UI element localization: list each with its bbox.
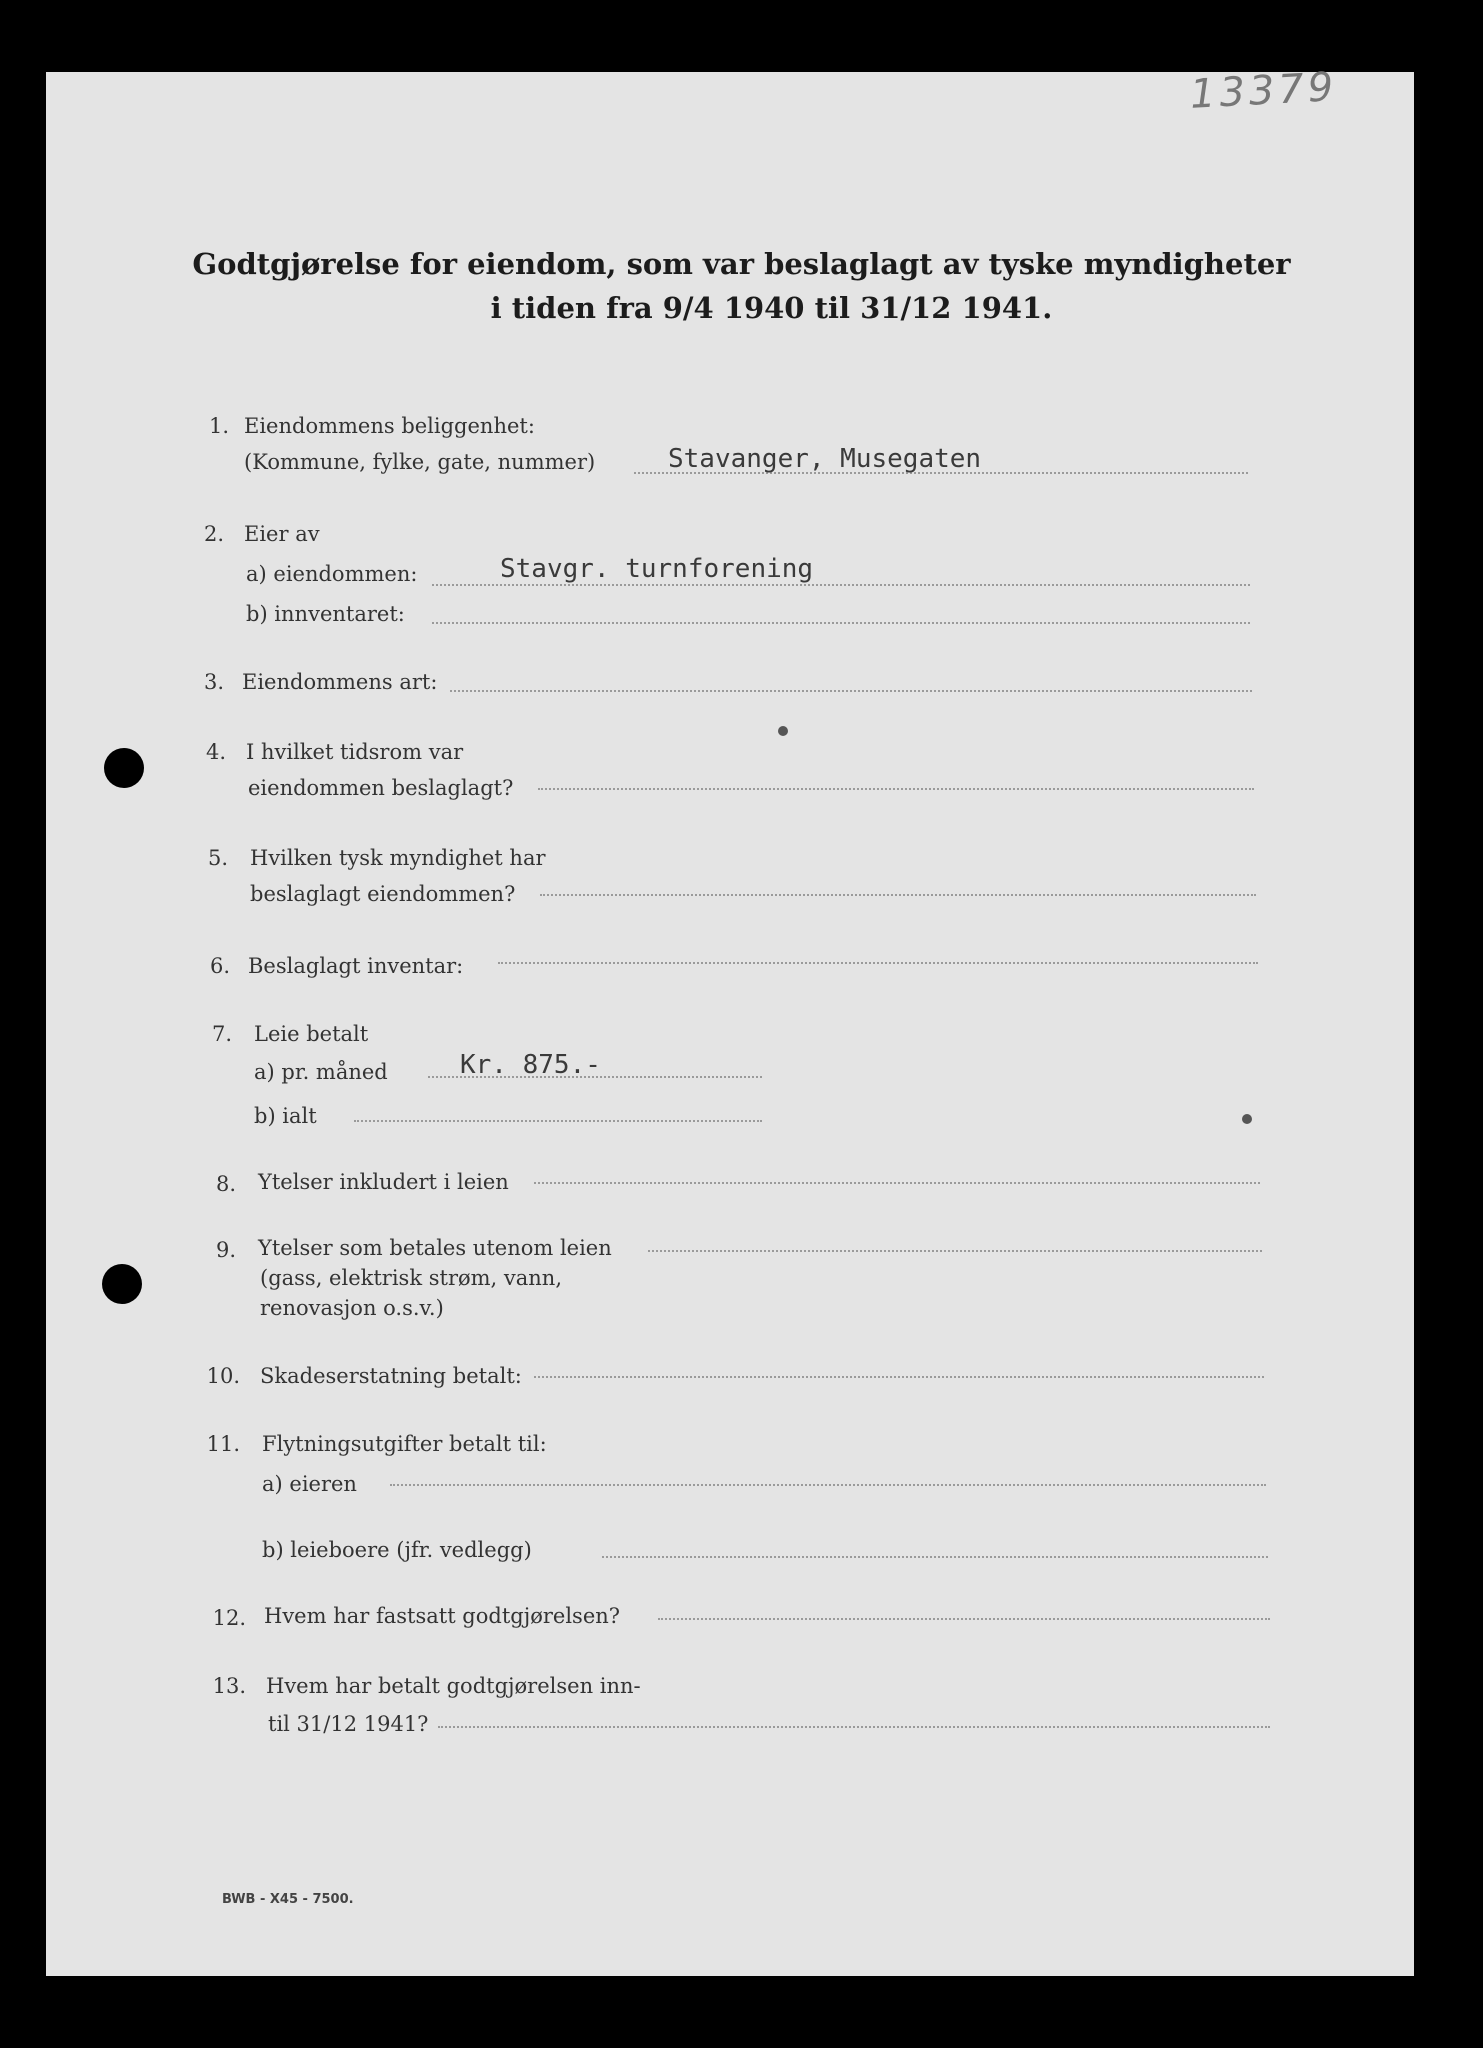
item-7a-value: Kr. 875.- (460, 1050, 601, 1080)
item-10-number: 10. (206, 1364, 240, 1388)
item-2-number: 2. (203, 522, 224, 546)
item-5-label2: beslaglagt eiendommen? (250, 882, 516, 906)
item-9-label: Ytelser som betales utenom leien (258, 1236, 612, 1260)
item-2b-label: b) innventaret: (246, 602, 405, 626)
item-2a-label: a) eiendommen: (246, 562, 418, 586)
item-5-label: Hvilken tysk myndighet har (250, 846, 546, 870)
item-11-label: Flytningsutgifter betalt til: (262, 1432, 547, 1456)
item-1-value: Stavanger, Musegaten (668, 444, 982, 474)
archive-number: 13379 (1188, 64, 1339, 118)
item-7-label: Leie betalt (254, 1022, 369, 1046)
item-9-label2: (gass, elektrisk strøm, vann, (260, 1266, 562, 1290)
item-2-label: Eier av (244, 522, 320, 546)
item-3-number: 3. (203, 670, 224, 694)
item-8-label: Ytelser inkludert i leien (258, 1170, 509, 1194)
item-11b-label: b) leieboere (jfr. vedlegg) (262, 1538, 532, 1562)
item-4-label2: eiendommen beslaglagt? (248, 776, 514, 800)
title-line-1: Godtgjørelse for eiendom, som var beslaglagt av tyske myndigheter (192, 247, 1291, 281)
form-title (0, 242, 1483, 330)
item-11b-field[interactable] (602, 1556, 1268, 1558)
item-4-number: 4. (205, 740, 226, 764)
item-6-label: Beslaglagt inventar: (248, 954, 464, 978)
ink-speck (778, 726, 788, 736)
item-5-field[interactable] (540, 894, 1256, 896)
item-9-label3: renovasjon o.s.v.) (260, 1296, 444, 1320)
item-13-field[interactable] (438, 1726, 1270, 1728)
ink-speck (1242, 1114, 1252, 1124)
item-1-label: Eiendommens beliggenhet: (244, 414, 535, 438)
item-4-label: I hvilket tidsrom var (246, 740, 464, 764)
item-9-field[interactable] (648, 1250, 1262, 1252)
item-13-label2: til 31/12 1941? (268, 1712, 429, 1736)
item-11a-label: a) eieren (262, 1472, 357, 1496)
title-line-2: i tiden fra 9/4 1940 til 31/12 1941. (490, 291, 1053, 325)
item-8-number: 8. (215, 1172, 236, 1196)
item-12-number: 12. (212, 1606, 246, 1630)
form-sheet (46, 72, 1414, 1976)
item-12-field[interactable] (658, 1618, 1270, 1620)
item-6-number: 6. (209, 954, 230, 978)
item-5-number: 5. (207, 846, 228, 870)
item-1-number: 1. (208, 414, 229, 438)
item-4-field[interactable] (538, 788, 1254, 790)
item-7-number: 7. (211, 1022, 232, 1046)
item-3-field[interactable] (450, 690, 1252, 692)
item-8-field[interactable] (534, 1182, 1260, 1184)
item-6-field[interactable] (498, 962, 1258, 964)
punch-hole (102, 1264, 142, 1304)
item-2a-value: Stavgr. turnforening (500, 554, 814, 584)
print-code: BWB - X45 - 7500. (222, 1892, 354, 1907)
item-10-field[interactable] (534, 1376, 1264, 1378)
item-7b-field[interactable] (354, 1120, 762, 1122)
item-9-number: 9. (215, 1238, 236, 1262)
item-2b-field[interactable] (432, 622, 1250, 624)
item-13-label: Hvem har betalt godtgjørelsen inn- (266, 1674, 641, 1698)
item-3-label: Eiendommens art: (242, 670, 438, 694)
item-1-sublabel: (Kommune, fylke, gate, nummer) (244, 450, 596, 474)
item-11-number: 11. (206, 1432, 240, 1456)
item-11a-field[interactable] (390, 1484, 1266, 1486)
item-7b-label: b) ialt (254, 1104, 317, 1128)
item-2a-field[interactable] (432, 584, 1250, 586)
item-10-label: Skadeserstatning betalt: (260, 1364, 522, 1388)
item-7a-label: a) pr. måned (254, 1060, 388, 1084)
item-12-label: Hvem har fastsatt godtgjørelsen? (264, 1604, 621, 1628)
punch-hole (104, 748, 144, 788)
item-13-number: 13. (212, 1674, 246, 1698)
